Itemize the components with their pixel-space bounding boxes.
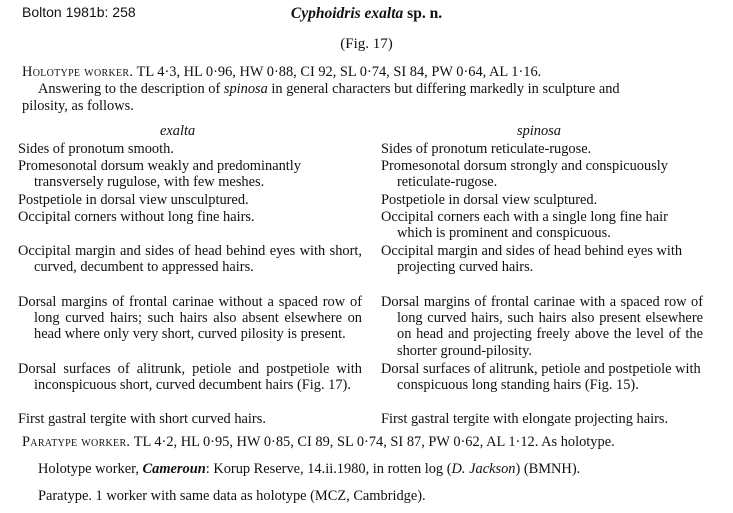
exalta-character: Dorsal margins of frontal carinae without a spaced row of long curved hairs; such hairs also absent elsewhere on head where only very short, curved pilosity is present. — [18, 294, 362, 343]
holotype-data — [22, 461, 722, 478]
intro-line-1 — [22, 81, 722, 98]
intro-text-b: in general characters but differing markedly in sculpture and — [267, 81, 620, 97]
spinosa-column — [381, 141, 703, 441]
spinosa-character: Dorsal surfaces of alitrunk, petiole and postpetiole with conspicuous long standing hairs (Fig. 15). — [381, 361, 701, 394]
intro-line-2: pilosity, as follows. — [22, 98, 134, 114]
column-head-spinosa: spinosa — [517, 123, 561, 139]
species-name: Cyphoidris exalta — [290, 5, 404, 22]
intro-species-ref: spinosa — [223, 81, 268, 97]
holotype-data-a: Holotype worker, — [38, 461, 143, 477]
holotype-measurements — [22, 64, 722, 81]
exalta-character: Occipital margin and sides of head behind eyes with short, curved, decumbent to appressed hairs. — [18, 243, 362, 276]
holotype-data-b: : Korup Reserve, 14.ii.1980, in rotten log ( — [205, 461, 452, 477]
holotype-values: TL 4·3, HL 0·96, HW 0·88, CI 92, SL 0·74, SI 84, PW 0·64, AL 1·16. — [136, 64, 542, 80]
exalta-character: Sides of pronotum smooth. — [18, 141, 174, 157]
species-status: sp. n. — [407, 5, 443, 22]
spinosa-character: Sides of pronotum reticulate-rugose. — [381, 141, 592, 157]
holotype-data-c: ) (BMNH). — [515, 461, 581, 477]
spinosa-character: First gastral tergite with elongate projecting hairs. — [381, 411, 669, 427]
exalta-character: Dorsal surfaces of alitrunk, petiole and postpetiole with inconspicuous short, curved decumbent hairs (Fig. 17). — [18, 361, 362, 394]
species-title — [0, 5, 733, 23]
citation-label: Bolton 1981b: 258 — [22, 4, 136, 20]
figure-reference: (Fig. 17) — [340, 36, 393, 52]
exalta-character: Occipital corners without long fine hairs. — [18, 209, 255, 225]
paratype-data: Paratype. 1 worker with same data as holotype (MCZ, Cambridge). — [38, 488, 426, 504]
spinosa-character: Postpetiole in dorsal view sculptured. — [381, 192, 598, 208]
spinosa-character: Occipital corners each with a single long fine hair which is prominent and conspicuous. — [381, 209, 668, 242]
exalta-character: Promesonotal dorsum weakly and predominantly transversely rugulose, with few meshes. — [18, 158, 301, 191]
paratype-values: TL 4·2, HL 0·95, HW 0·85, CI 89, SL 0·74, SI 87, PW 0·62, AL 1·12. As holotype. — [133, 434, 615, 450]
spinosa-character: Occipital margin and sides of head behind eyes with projecting curved hairs. — [381, 243, 683, 276]
spinosa-character: Dorsal margins of frontal carinae with a spaced row of long curved hairs, such hairs also present elsewhere on head and projecting freely above the level of the shorter ground-pilosity. — [381, 294, 703, 359]
holotype-label: Holotype worker. — [22, 64, 134, 80]
exalta-character: Postpetiole in dorsal view unsculptured. — [18, 192, 249, 208]
column-head-exalta: exalta — [160, 123, 196, 139]
paratype-measurements — [22, 434, 722, 451]
exalta-column — [18, 141, 362, 441]
exalta-character: First gastral tergite with short curved hairs. — [18, 411, 266, 427]
holotype-collector: D. Jackson — [451, 461, 516, 477]
paratype-label: Paratype worker. — [22, 434, 131, 450]
holotype-locality: Cameroun — [142, 461, 206, 477]
spinosa-character: Promesonotal dorsum strongly and conspicuously reticulate-rugose. — [381, 158, 668, 191]
intro-text-a: Answering to the description of — [38, 81, 224, 97]
